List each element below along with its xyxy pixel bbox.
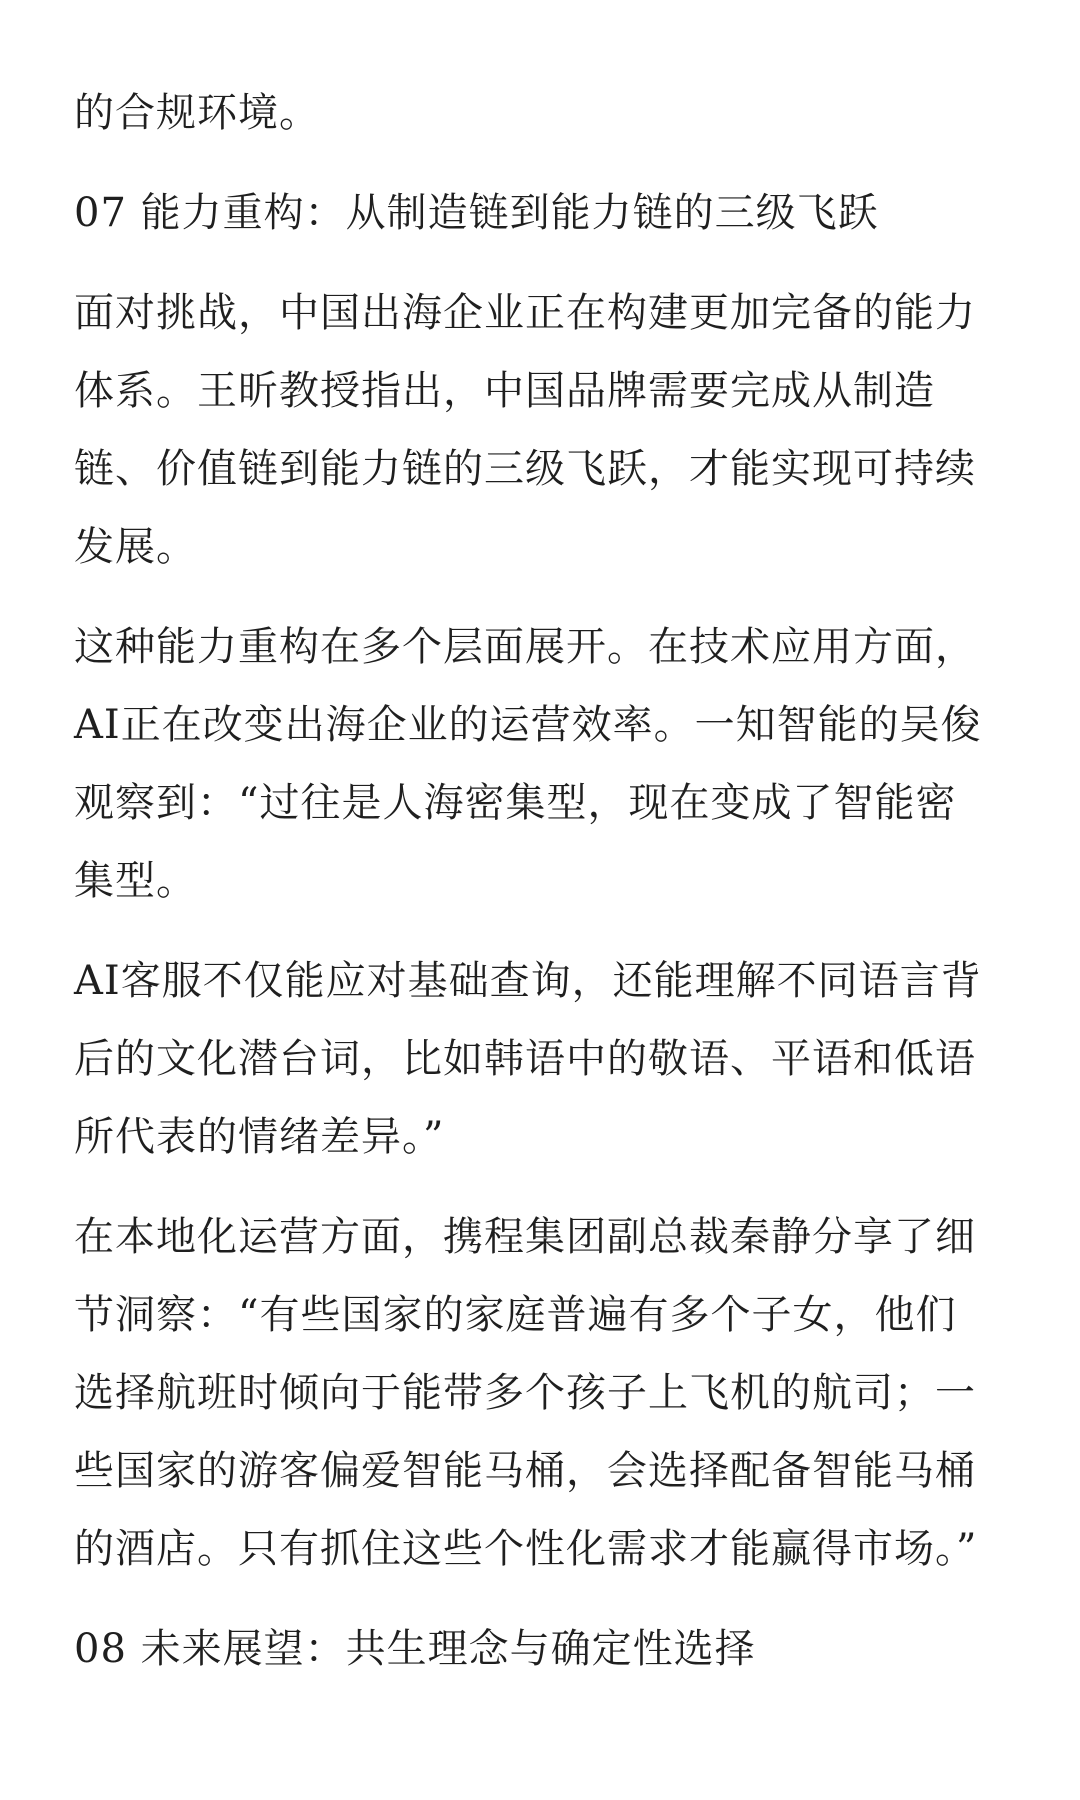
text-line: 的合规环境。 bbox=[74, 90, 320, 136]
text-line: 的酒店。只有抓住这些个性化需求才能赢得市场。” bbox=[74, 1526, 978, 1572]
text-line: 面对挑战，中国出海企业正在构建更加完备的能力 bbox=[74, 290, 976, 336]
text-line: AI正在改变出海企业的运营效率。一知智能的吴俊 bbox=[74, 702, 982, 748]
text-line: AI客服不仅能应对基础查询，还能理解不同语言背 bbox=[74, 958, 982, 1004]
paragraph-4 bbox=[74, 1198, 1010, 1588]
text-line: 些国家的游客偏爱智能马桶，会选择配备智能马桶 bbox=[74, 1448, 976, 1494]
text-line: 集型。 bbox=[74, 858, 197, 904]
paragraph-3 bbox=[74, 942, 1010, 1176]
section-heading-08 bbox=[74, 1610, 1010, 1688]
text-line: 发展。 bbox=[74, 524, 197, 570]
text-line: 后的文化潜台词，比如韩语中的敬语、平语和低语 bbox=[74, 1036, 976, 1082]
text-line: 体系。王昕教授指出，中国品牌需要完成从制造 bbox=[74, 368, 935, 414]
paragraph-1 bbox=[74, 274, 1010, 586]
heading-text: 07 能力重构：从制造链到能力链的三级飞跃 bbox=[74, 190, 879, 236]
text-line: 选择航班时倾向于能带多个孩子上飞机的航司；一 bbox=[74, 1370, 976, 1416]
article-body bbox=[74, 74, 1010, 1710]
heading-text: 08 未来展望：共生理念与确定性选择 bbox=[74, 1626, 756, 1672]
text-line: 这种能力重构在多个层面展开。在技术应用方面， bbox=[74, 624, 976, 670]
text-line: 观察到：“过往是人海密集型，现在变成了智能密 bbox=[74, 780, 957, 826]
paragraph-fragment bbox=[74, 74, 1010, 152]
text-line: 所代表的情绪差异。” bbox=[74, 1114, 445, 1160]
section-heading-07 bbox=[74, 174, 1010, 252]
text-line: 链、价值链到能力链的三级飞跃，才能实现可持续 bbox=[74, 446, 976, 492]
paragraph-2 bbox=[74, 608, 1010, 920]
text-line: 节洞察：“有些国家的家庭普遍有多个子女，他们 bbox=[74, 1292, 957, 1338]
text-line: 在本地化运营方面，携程集团副总裁秦静分享了细 bbox=[74, 1214, 976, 1260]
